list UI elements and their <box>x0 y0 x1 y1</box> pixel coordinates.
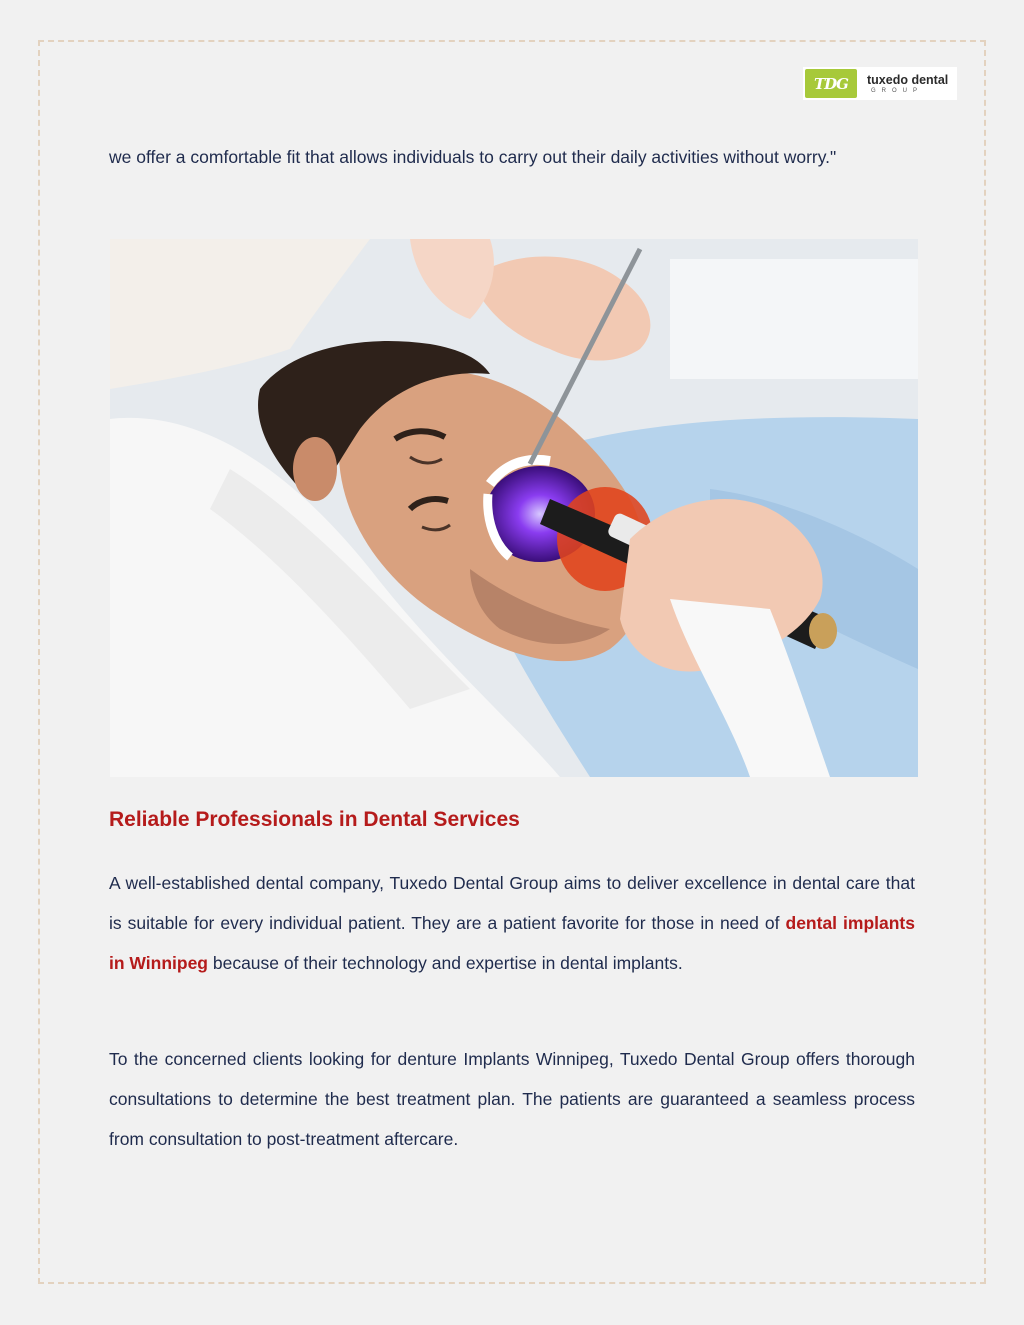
dental-implants-link[interactable]: dental implants in Winnipeg <box>109 913 915 973</box>
dental-photo-illustration <box>110 239 918 777</box>
intro-paragraph: we offer a comfortable fit that allows individuals to carry out their daily activities without worry." <box>109 147 837 167</box>
dental-treatment-photo <box>110 239 918 777</box>
paragraph-consultations: To the concerned clients looking for denture Implants Winnipeg, Tuxedo Dental Group offers thorough consultations to determine the best treatment plan. The patients are guaranteed a seamless process from consultation to post-treatment aftercare. <box>109 1049 915 1149</box>
section-heading: Reliable Professionals in Dental Services <box>109 808 520 831</box>
logo-mark: TDG <box>805 69 857 98</box>
logo-subtitle: GROUP <box>871 87 924 94</box>
logo-wordmark <box>867 73 948 95</box>
company-logo <box>803 67 957 100</box>
paragraph-about <box>109 863 915 983</box>
logo-name: tuxedo dental <box>867 72 949 87</box>
paragraph-about-text-end: because of their technology and expertise in dental implants. <box>208 953 683 973</box>
paragraph-about-text-start: A well-established dental company, Tuxedo Dental Group aims to deliver excellence in dental care that is suitable for every individual patient. They are a patient favorite for those in need of <box>109 873 915 933</box>
